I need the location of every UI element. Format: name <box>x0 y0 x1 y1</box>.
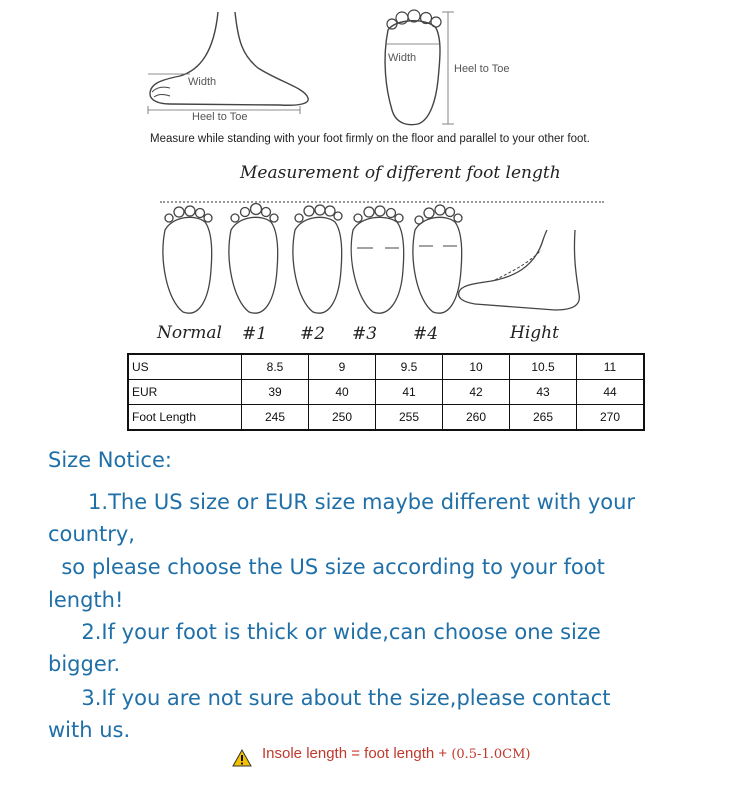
top-width-label: Width <box>388 52 417 64</box>
table-cell: 250 <box>309 405 376 431</box>
foot-normal <box>163 206 212 313</box>
foot-3 <box>351 206 404 313</box>
notice-line: 2.If your foot is thick or wide,can choose one size <box>48 620 601 644</box>
table-cell: 255 <box>376 405 443 431</box>
foot-label-3: #3 <box>352 324 378 344</box>
foot-1 <box>229 204 278 314</box>
table-cell: 10 <box>443 354 510 380</box>
foot-label-normal: Normal <box>157 323 222 343</box>
foot-label-4: #4 <box>413 324 439 344</box>
insole-note-range: (0.5-1.0CM) <box>451 747 531 762</box>
insole-note-text: Insole length = foot length + <box>262 745 452 762</box>
table-cell: 8.5 <box>242 354 309 380</box>
foot-shapes <box>155 200 615 320</box>
table-cell: 43 <box>510 380 577 405</box>
size-chart-table <box>127 353 645 431</box>
foot-types-title: Measurement of different foot length <box>240 163 561 183</box>
foot-label-1: #1 <box>242 324 268 344</box>
notice-line: so please choose the US size according to your foot <box>48 555 605 579</box>
table-cell: 39 <box>242 380 309 405</box>
foot-2 <box>293 205 342 313</box>
table-cell: 10.5 <box>510 354 577 380</box>
row-header-us: US <box>128 354 242 380</box>
row-header-foot-length: Foot Length <box>128 405 242 431</box>
table-cell: 41 <box>376 380 443 405</box>
table-row <box>128 380 644 405</box>
side-length-label: Heel to Toe <box>192 111 248 123</box>
table-cell: 9 <box>309 354 376 380</box>
insole-note <box>262 745 530 762</box>
table-cell: 270 <box>577 405 645 431</box>
notice-line: country, <box>48 522 135 546</box>
foot-label-high: Hight <box>510 323 559 343</box>
table-cell: 245 <box>242 405 309 431</box>
table-cell: 40 <box>309 380 376 405</box>
notice-line: bigger. <box>48 652 121 676</box>
row-header-eur: EUR <box>128 380 242 405</box>
notice-line: length! <box>48 588 124 612</box>
size-notice-heading: Size Notice: <box>48 448 172 472</box>
table-row <box>128 354 644 380</box>
foot-high-arch <box>459 230 580 310</box>
side-width-label: Width <box>188 76 217 88</box>
foot-4 <box>413 205 462 313</box>
table-cell: 265 <box>510 405 577 431</box>
table-cell: 260 <box>443 405 510 431</box>
side-foot-illustration <box>140 0 620 150</box>
measure-instruction: Measure while standing with your foot firmly on the floor and parallel to your other foot. <box>150 133 590 145</box>
table-row <box>128 405 644 431</box>
measurement-diagram <box>140 0 620 150</box>
table-cell: 42 <box>443 380 510 405</box>
notice-line: 3.If you are not sure about the size,please contact <box>48 686 611 710</box>
table-cell: 44 <box>577 380 645 405</box>
table-cell: 11 <box>577 354 645 380</box>
table-cell: 9.5 <box>376 354 443 380</box>
foot-label-2: #2 <box>300 324 326 344</box>
notice-line: with us. <box>48 718 131 742</box>
top-length-label: Heel to Toe <box>454 63 510 75</box>
warning-triangle-icon <box>232 749 252 767</box>
notice-line: 1.The US size or EUR size maybe different with your <box>48 490 636 514</box>
